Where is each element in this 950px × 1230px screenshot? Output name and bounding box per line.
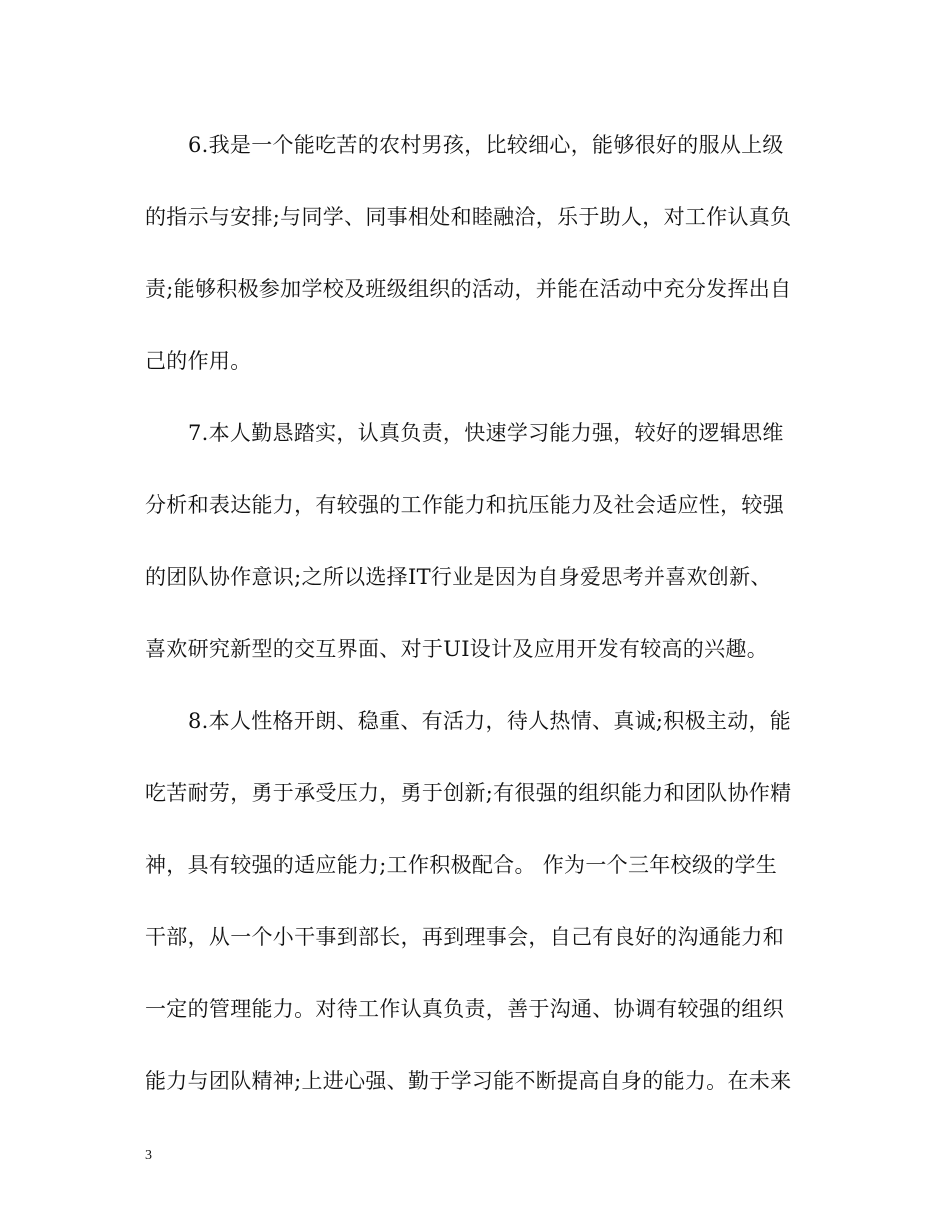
text-line: 8.本人性格开朗、稳重、有活力，待人热情、真诚;积极主动，能: [188, 709, 792, 733]
text-line: 喜欢研究新型的交互界面、对于UI设计及应用开发有较高的兴趣。: [145, 637, 768, 661]
text-line: 分析和表达能力，有较强的工作能力和抗压能力及社会适应性，较强: [145, 493, 784, 517]
text-line: 7.本人勤恳踏实，认真负责，快速学习能力强，较好的逻辑思维: [188, 421, 784, 445]
text-line: 6.我是一个能吃苦的农村男孩，比较细心，能够很好的服从上级: [188, 133, 784, 157]
text-line: 一定的管理能力。对待工作认真负责，善于沟通、协调有较强的组织: [145, 997, 784, 1021]
text-line: 的团队协作意识;之所以选择IT行业是因为自身爱思考并喜欢创新、: [145, 565, 772, 589]
text-line: 的指示与安排;与同学、同事相处和睦融洽，乐于助人，对工作认真负: [145, 205, 792, 229]
text-line: 能力与团队精神;上进心强、勤于学习能不断提高自身的能力。在未来: [145, 1069, 792, 1093]
text-line: 责;能够积极参加学校及班级组织的活动，并能在活动中充分发挥出自: [145, 277, 792, 301]
text-line: 吃苦耐劳，勇于承受压力，勇于创新;有很强的组织能力和团队协作精: [145, 781, 792, 805]
text-line: 己的作用。: [145, 349, 252, 373]
text-line: 干部，从一个小干事到部长，再到理事会，自己有良好的沟通能力和: [145, 925, 784, 949]
page-number: 3: [145, 1148, 152, 1163]
text-line: 神，具有较强的适应能力;工作积极配合。 作为一个三年校级的学生: [145, 853, 778, 877]
